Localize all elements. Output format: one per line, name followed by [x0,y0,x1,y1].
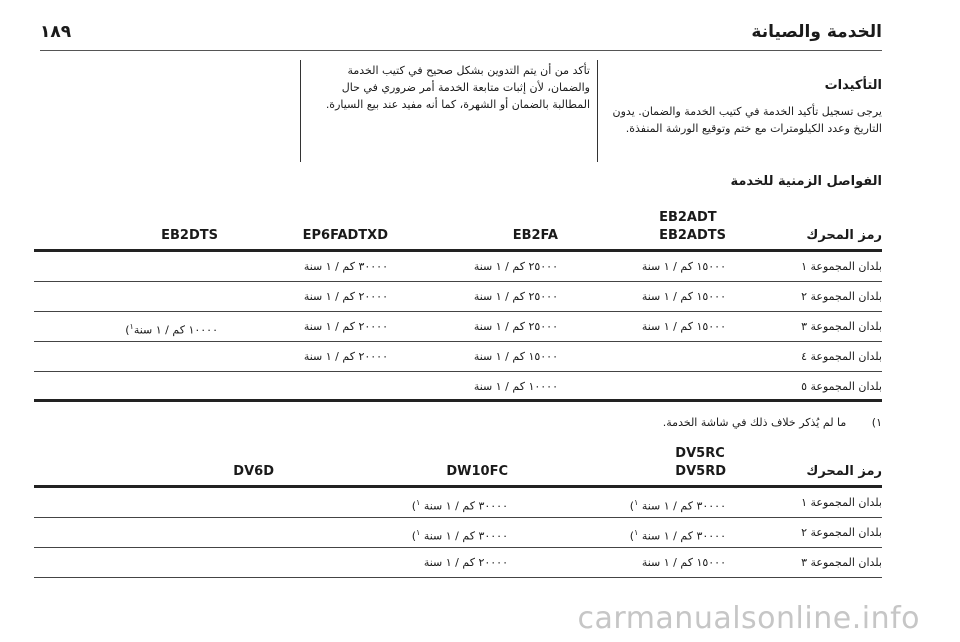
cell-value-footnoted: ٣٠٠٠٠ كم / ١ سنة $^١$) [629,528,726,543]
header-engine-code: رمز المحرك [806,464,882,479]
header-col-eb2adt-line1: EB2ADT [659,210,717,225]
row-label: بلدان المجموعة ٢ [801,526,882,539]
page-number: ١٨٩ [40,22,72,42]
header-col-eb2adt [659,209,726,245]
service-interval-table-2 [34,444,882,578]
footnote [663,416,882,429]
warning-text: تأكد من أن يتم التدوين بشكل صحيح في كتيب الخدمة والضمان، لأن إثبات متابعة الخدمة أمر ضروري في حال المطالبة بالضمان أو الشهرة، كما أنه مفيد عند بيع السيارة. [325,64,590,111]
header-col-eb2adt-line2: EB2ADTS [659,228,726,243]
header-col-eb2fa: EB2FA [512,228,558,243]
table-row [34,518,882,548]
table-header [34,444,882,488]
warning-note [300,60,590,162]
cell-value: ١٥٠٠٠ كم / ١ سنة [641,290,726,303]
header-divider [40,50,882,51]
cell-value: ٢٥٠٠٠ كم / ١ سنة [473,290,558,303]
table-row [34,252,882,282]
header-col-dv5rc-line1: DV5RC [675,446,725,461]
cell-value: ١٥٠٠٠ كم / ١ سنة [473,350,558,363]
header-col-dv5rc [675,445,726,481]
row-label: بلدان المجموعة ١ [801,496,882,509]
notes-section [300,60,882,164]
cell-value: ٢٥٠٠٠ كم / ١ سنة [473,320,558,333]
table-row [34,312,882,342]
table-row [34,548,882,578]
footnote-marker: ١ [634,498,639,507]
cell-value: ٢٥٠٠٠ كم / ١ سنة [473,260,558,273]
cell-value: ١٥٠٠٠ كم / ١ سنة [641,556,726,569]
column-divider [597,60,598,162]
footnote-marker: ١ [416,528,421,537]
cell-value: ٣٠٠٠٠ كم / ١ سنة [641,499,726,513]
cell-value-footnoted: ٣٠٠٠٠ كم / ١ سنة $^١$) [629,498,726,513]
row-label: بلدان المجموعة ٤ [801,350,882,363]
table-row [34,282,882,312]
row-label: بلدان المجموعة ٣ [801,556,882,569]
footnote-marker: ١ [416,498,421,507]
row-label: بلدان المجموعة ٢ [801,290,882,303]
cell-value: ٢٠٠٠٠ كم / ١ سنة [303,320,388,333]
table-row [34,342,882,372]
footnote-mark: ١) [871,416,882,429]
cell-value: ٣٠٠٠٠ كم / ١ سنة [641,529,726,543]
page-header [40,22,882,50]
cell-value-footnoted: ٣٠٠٠٠ كم / ١ سنة $^١$) [411,498,508,513]
header-col-eb2dts: EB2DTS [161,228,218,243]
cell-value-footnoted: ١٠٠٠٠ كم / ١ سنة$^١$) [125,322,218,337]
row-label: بلدان المجموعة ٥ [801,380,882,393]
row-label: بلدان المجموعة ٣ [801,320,882,333]
header-col-dv5rc-line2: DV5RD [675,464,726,479]
cell-value: ٣٠٠٠٠ كم / ١ سنة [303,260,388,273]
table-header [34,202,882,252]
header-col-dw10fc: DW10FC [446,464,508,479]
cell-value-footnoted: ٣٠٠٠٠ كم / ١ سنة $^١$) [411,528,508,543]
row-label: بلدان المجموعة ١ [801,260,882,273]
cell-value: ٢٠٠٠٠ كم / ١ سنة [303,290,388,303]
confirmations-text: يرجى تسجيل تأكيد الخدمة في كتيب الخدمة والضمان. يدون التاريخ وعدد الكيلومترات مع ختم وتوقيع الورشة المنفذة. [612,105,882,135]
header-col-ep6fadtxd: EP6FADTXD [302,228,388,243]
cell-value: ١٥٠٠٠ كم / ١ سنة [641,260,726,273]
service-interval-table-1 [34,202,882,402]
cell-value: ١٥٠٠٠ كم / ١ سنة [641,320,726,333]
confirmations-heading: التأكيدات [824,78,882,93]
cell-value: ٣٠٠٠٠ كم / ١ سنة [423,499,508,513]
cell-value: ١٠٠٠٠ كم / ١ سنة [133,323,218,337]
watermark: carmanualsonline.info [577,601,920,636]
page-title: الخدمة والصيانة [751,22,882,42]
confirmations-note [612,60,882,162]
header-engine-code: رمز المحرك [806,228,882,243]
section-title: الفواصل الزمنية للخدمة [730,174,882,189]
footnote-text: ما لم يُذكر خلاف ذلك في شاشة الخدمة. [662,416,847,429]
table-row [34,372,882,402]
column-divider-left [300,60,301,162]
footnote-marker: ١ [129,322,134,331]
header-col-dv6d: DV6D [233,464,274,479]
footnote-marker: ١ [634,528,639,537]
cell-value: ٢٠٠٠٠ كم / ١ سنة [423,556,508,569]
cell-value: ٢٠٠٠٠ كم / ١ سنة [303,350,388,363]
cell-value: ١٠٠٠٠ كم / ١ سنة [473,380,558,393]
cell-value: ٣٠٠٠٠ كم / ١ سنة [423,529,508,543]
table-row [34,488,882,518]
